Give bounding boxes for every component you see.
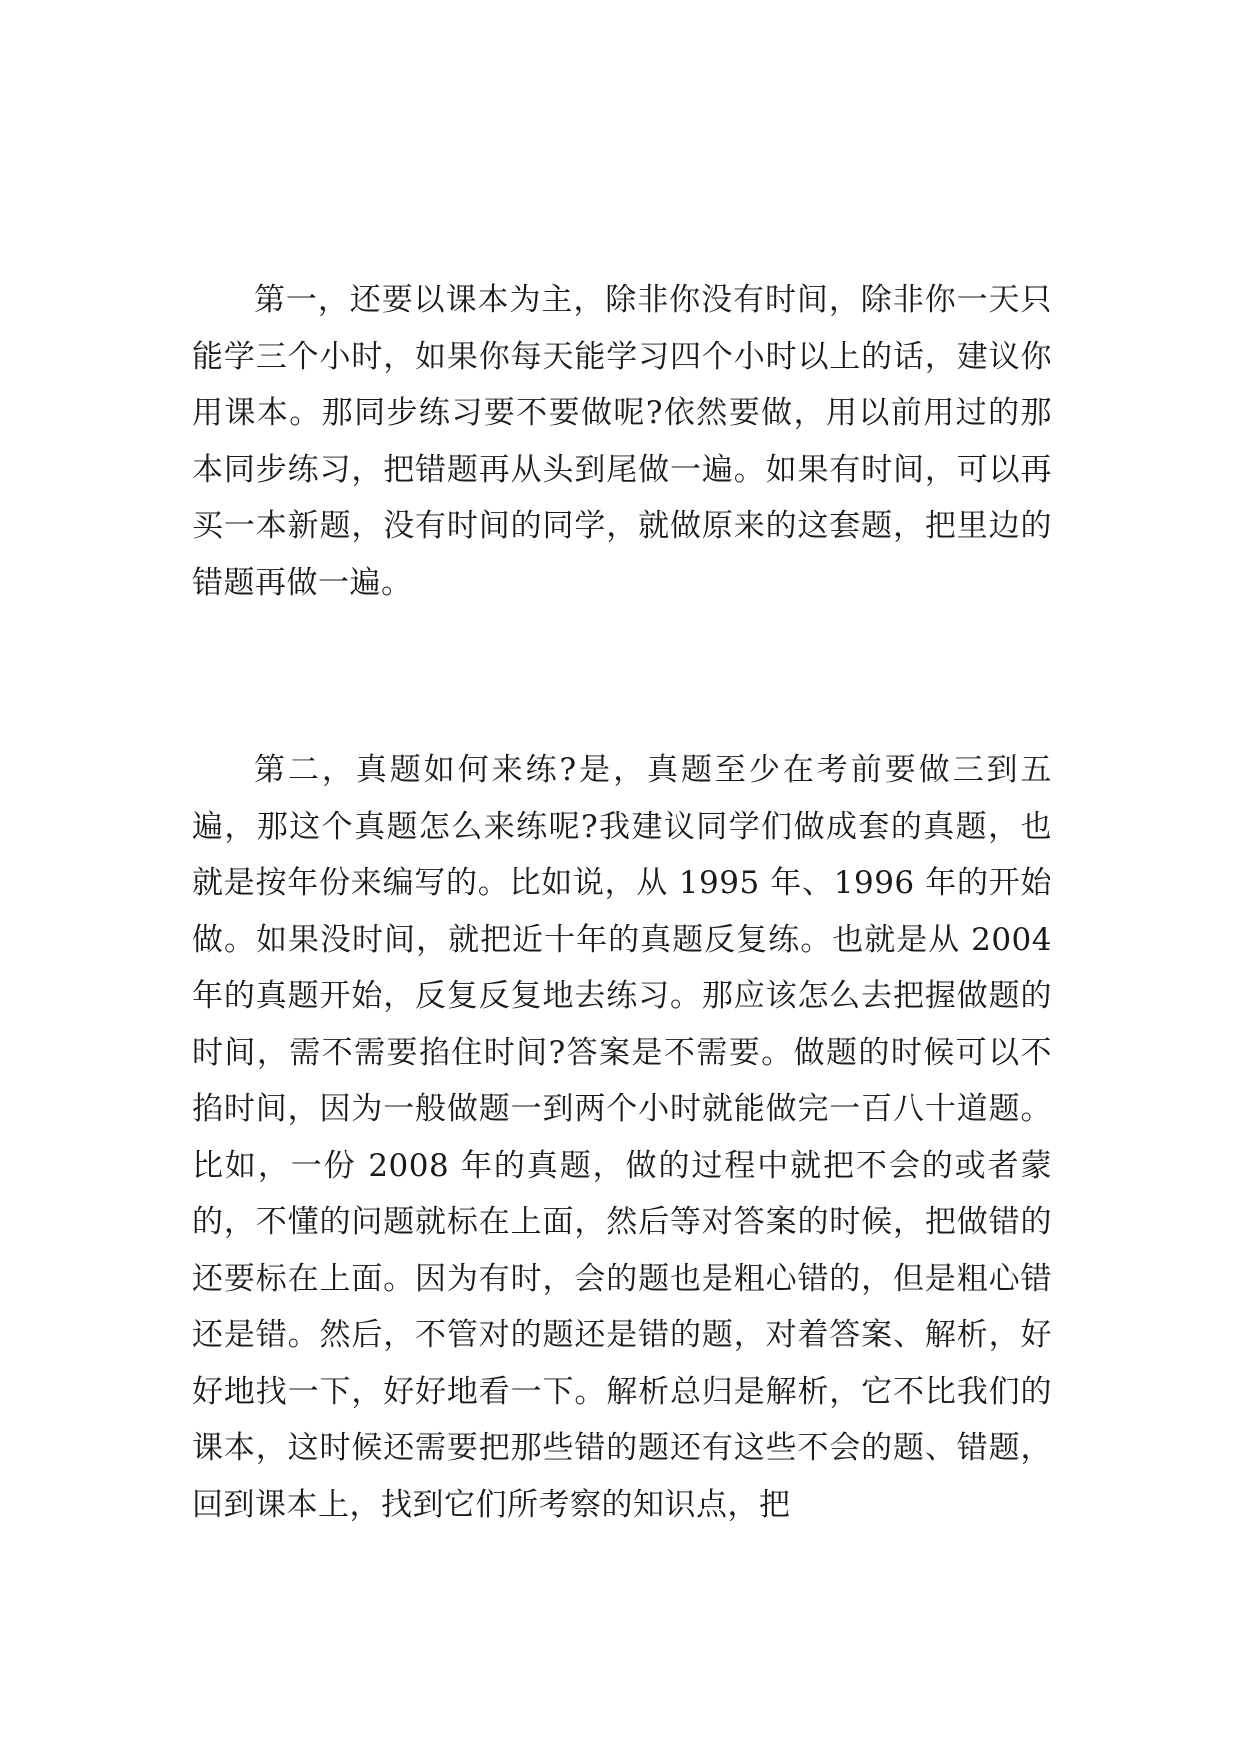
- paragraph-second-point: 第二，真题如何来练?是，真题至少在考前要做三到五遍，那这个真题怎么来练呢?我建议同学们做成套的真题，也就是按年份来编写的。比如说，从 1995 年、1996 年的开始做。如果没时间，就把近十年的真题反复练。也就是从 2004 年的真题开始，反复反复地去练习。那应该怎么去把握做题的时间，需不需要掐住时间?答案是不需要。做题的时候可以不掐时间，因为一般做题一到两个小时就能做完一百八十道题。比如，一份 2008 年的真题，做的过程中就把不会的或者蒙的，不懂的问题就标在上面，然后等对答案的时候，把做错的还要标在上面。因为有时，会的题也是粗心错的，但是粗心错还是错。然后，不管对的题还是错的题，对着答案、解析，好好地找一下，好好地看一下。解析总归是解析，它不比我们的课本，这时候还需要把那些错的题还有这些不会的题、错题，回到课本上，找到它们所考察的知识点，把: [192, 752, 1052, 1523]
- paragraph-first-point: 第一，还要以课本为主，除非你没有时间，除非你一天只能学三个小时，如果你每天能学习四个小时以上的话，建议你用课本。那同步练习要不要做呢?依然要做，用以前用过的那本同步练习，把错题再从头到尾做一遍。如果有时间，可以再买一本新题，没有时间的同学，就做原来的这套题，把里边的错题再做一遍。: [192, 282, 1052, 601]
